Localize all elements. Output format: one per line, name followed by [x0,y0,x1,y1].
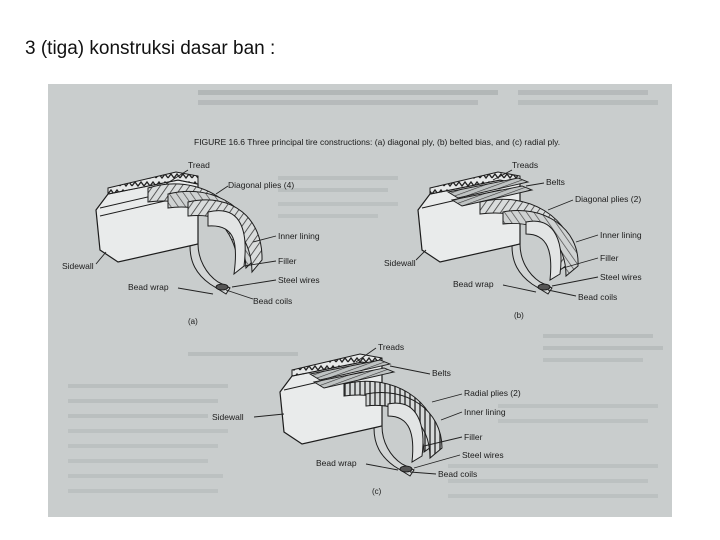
label-a-plies: Diagonal plies (4) [228,180,295,190]
label-a-bead-coils: Bead coils [253,296,293,306]
label-b-inner-lining: Inner lining [600,230,642,240]
textbook-figure-photo [48,84,672,517]
label-a-inner-lining: Inner lining [278,231,320,241]
label-c-bead-coils: Bead coils [438,469,478,479]
tire-diagram-radial-ply [280,354,442,476]
label-c-plies: Radial plies (2) [464,388,521,398]
label-a-sidewall: Sidewall [62,261,94,271]
label-c-treads: Treads [378,342,405,352]
label-c-steel-wires: Steel wires [462,450,504,460]
tire-diagram-belted-bias [418,172,578,294]
slide-title: 3 (tiga) konstruksi dasar ban : [25,38,276,59]
label-c-belts: Belts [432,368,451,378]
label-a-tread: Tread [188,160,210,170]
label-b-bead-wrap: Bead wrap [453,279,494,289]
tire-diagram-diagonal-ply [96,172,262,294]
label-b-belts: Belts [546,177,565,187]
label-c-inner-lining: Inner lining [464,407,506,417]
label-b-bead-coils: Bead coils [578,292,618,302]
label-a-steel-wires: Steel wires [278,275,320,285]
label-b-sidewall: Sidewall [384,258,416,268]
label-b-filler: Filler [600,253,619,263]
figure-caption: FIGURE 16.6 Three principal tire constructions: (a) diagonal ply, (b) belted bias, and (c) radial ply. [194,137,561,147]
label-a-filler: Filler [278,256,297,266]
label-a-bead-wrap: Bead wrap [128,282,169,292]
label-b-plies: Diagonal plies (2) [575,194,642,204]
label-c-sidewall: Sidewall [212,412,244,422]
label-b-steel-wires: Steel wires [600,272,642,282]
sublabel-c: (c) [372,487,382,496]
label-b-treads: Treads [512,160,539,170]
label-c-filler: Filler [464,432,483,442]
sublabel-b: (b) [514,311,524,320]
sublabel-a: (a) [188,317,198,326]
label-c-bead-wrap: Bead wrap [316,458,357,468]
bleed-through-text [68,90,663,498]
